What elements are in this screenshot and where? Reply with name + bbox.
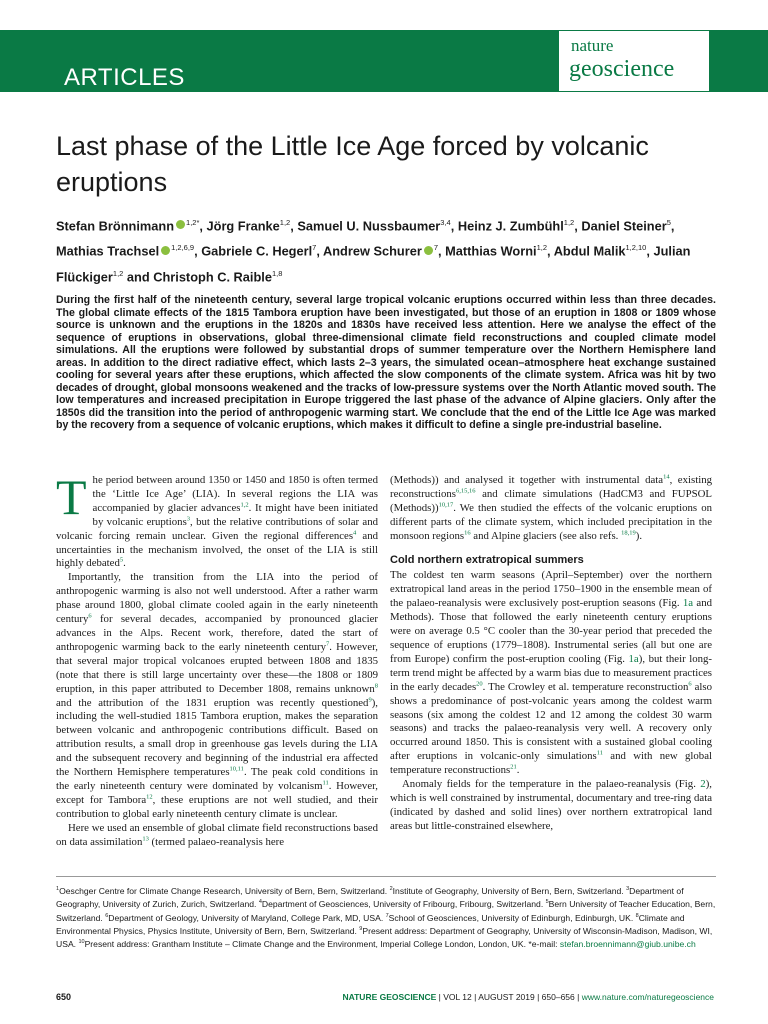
orcid-icon[interactable] (424, 246, 433, 255)
issue-info: | VOL 12 | AUGUST 2019 | 650–656 | (436, 992, 582, 1002)
doi-link[interactable]: https://doi.org/10.1038/s41561-019-0402-y (64, 96, 251, 107)
affiliation-number: 10 (78, 939, 85, 946)
citation-ref[interactable]: 18,19 (621, 529, 636, 537)
orcid-icon[interactable] (176, 220, 185, 229)
author-affiliation: 3,4 (440, 218, 451, 227)
affiliation-text: Institute of Geography, University of Bern, Bern, Switzerland. (392, 885, 627, 896)
logo-word-nature: nature (571, 36, 614, 55)
body-paragraph: Here we used an ensemble of global climate field reconstructions based on data assimilation$^{13}$ (termed palaeo-reanalysis here (56, 821, 378, 848)
article-title: Last phase of the Little Ice Age forced by volcanic eruptions (56, 131, 649, 197)
author-affiliation: 1,2 (536, 243, 548, 253)
affiliation-number: 3 (626, 886, 630, 892)
logo-word-geoscience: geoscience (569, 56, 675, 82)
email-label: *e-mail: (528, 939, 560, 950)
affiliation-text: Department of Geology, University of Maryland, College Park, MD, USA. (108, 912, 386, 923)
email-link[interactable]: stefan.broennimann@giub.unibe.ch (559, 939, 696, 950)
footnote-divider (56, 876, 716, 877)
author-affiliation: 1,2,10 (625, 243, 647, 253)
author-affiliation: 7 (433, 243, 438, 253)
body-paragraph: (Methods)) and analysed it together with instrumental data$^{14}$, existing reconstructions$^{6,15,16}$ and climate simulations (HadCM3 and FUPSOL (Methods))$^{10,17}$. We then studied the effects of the volcanic eruptions on different parts of the climate system, which included precipitation in the monsoon regions$^{16}$ and Alpine glaciers (see also refs. $^{18,19}$). (390, 473, 712, 542)
journal-footer (342, 992, 714, 1002)
author-name[interactable]: Mathias Trachsel (56, 243, 160, 259)
affiliation-number: 2 (389, 886, 393, 892)
body-paragraph: The coldest ten warm seasons (April–September) over the northern extratropical land areas in the period 1750–1900 in the ensemble mean of the palaeo-reanalysis were exclusively post-eruption seasons (Fig. 1a and Methods). Those that followed the early nineteenth century eruptions were on average 0.5 °C cooler than the 30-year period that preceded the sequence of eruptions (1779–1808). Instrumental series (all but one are from Europe) confirm the post-eruption cooling (Fig. 1a), but their long-term trend might be affected by a warm bias due to measurement practices in the early decades$^{20}$. The Crowley et al. temperature reconstruction$^6$ also shows a predominance of post-volcanic years among the coldest warm seasons (six among the coldest 12 and 12 among the coldest 30 warm seasons) and tracks the palaeo-reanalysis very well. A recovery only occurred around 1850. This is consistent with a sustained global cooling after eruptions in volcanic-only simulations$^{11}$ and with new global temperature reconstructions$^{21}$. (390, 569, 713, 777)
body-column-right (390, 474, 712, 834)
citation-ref[interactable]: 13 (142, 834, 149, 842)
citation-ref[interactable]: 6 (88, 612, 92, 620)
affiliation-text: Oeschger Centre for Climate Change Research, University of Bern, Bern, Switzerland. (59, 885, 390, 896)
body-paragraph: Importantly, the transition from the LIA into the period of anthropogenic warming is also not well understood. After a rather warm phase around 1800, global climate cooled again in the early nineteenth century$^6$ for several decades, accompanied by pronounced glacier advances in the Alps. Recent work, therefore, dated the start of anthropogenic warming back to the early nineteenth century$^7$. However, that several major tropical volcanoes erupted between 1808 and 1835 (note that there is still large uncertainty over these—the 1808 or 1809 eruption, in this paper attributed to December 1808, remains unknown$^8$ and the attribution of the 1831 eruption was recently questioned$^9$), including the well-studied 1815 Tambora eruption, makes the separation between volcanic and anthropogenic contributions difficult. Based on attribution results, a small drop in greenhouse gas levels during the LIA and the subsequent recovery and beginning of the industrial era affected the Northern Hemisphere temperatures$^{10,11}$. The peak cold conditions in the early nineteenth century were dominated by volcanism$^{11}$. However, except for Tambora$^{12}$, these eruptions are not well studied, and their contribution to global early nineteenth century climate is unclear. (56, 571, 379, 820)
citation-ref[interactable]: 4 (353, 529, 357, 537)
author-name[interactable]: Abdul Malik (553, 243, 626, 259)
author-name[interactable]: Samuel U. Nussbaumer (297, 218, 441, 234)
figure-ref[interactable]: 2 (700, 778, 706, 791)
citation-ref[interactable]: 14 (663, 473, 670, 481)
author-name[interactable]: Andrew Schurer (322, 243, 422, 259)
citation-ref[interactable]: 3 (186, 515, 191, 523)
author-affiliation: 1,8 (271, 268, 283, 278)
affiliation-number: 9 (359, 926, 363, 933)
citation-ref[interactable]: 7 (326, 640, 330, 648)
page-number: 650 (56, 992, 72, 1002)
figure-ref[interactable]: 1a (628, 652, 639, 665)
journal-logo (558, 30, 710, 92)
citation-ref[interactable]: 11 (322, 779, 329, 787)
affiliation-text: Department of Geosciences, University of Fribourg, Fribourg, Switzerland. (261, 899, 546, 910)
affiliation-number: 6 (105, 912, 109, 919)
citation-ref[interactable]: 6 (688, 680, 692, 688)
journal-url[interactable]: www.nature.com/naturegeoscience (581, 992, 714, 1002)
author-affiliation: 7 (312, 243, 317, 253)
body-paragraph: The period between around 1350 or 1450 and 1850 is often termed the ‘Little Ice Age’ (LIA). In several regions the LIA was accompanied by glacier advances$^{1,2}$. It might have been initiated by volcanic eruptions$^3$, but the relative contributions of solar and volcanic forcing remain unclear. Given the regional differences$^4$ and uncertainties in the mechanism involved, the onset of the LIA is still highly debated$^5$. (56, 469, 379, 570)
affiliations (56, 884, 716, 951)
author-affiliation: 1,2* (186, 218, 200, 227)
author-name[interactable]: Christoph C. Raible (153, 268, 272, 284)
affiliation-text: Climate and Environmental Physics, Physics Institute, University of Bern, Bern, Switzerland. (56, 912, 685, 936)
author-name[interactable]: Heinz J. Zumbühl (457, 218, 564, 234)
affiliation-text: Present address: Department of Geography, University of Wisconsin-Madison, Madison, WI, USA. (56, 925, 713, 950)
affiliation-text: Present address: Grantham Institute – Climate Change and the Environment, Imperial College London, London, UK. (84, 939, 529, 950)
author-name[interactable]: Gabriele C. Hegerl (201, 243, 313, 259)
orcid-icon[interactable] (161, 246, 170, 255)
journal-name: NATURE GEOSCIENCE (342, 992, 437, 1002)
citation-ref[interactable]: 9 (368, 695, 372, 703)
affiliation-text: Department of Geography, University of Zurich, Zurich, Switzerland. (56, 885, 684, 910)
author-name[interactable]: Matthias Worni (445, 243, 537, 259)
citation-ref[interactable]: 16 (464, 529, 471, 537)
figure-ref[interactable]: 1a (682, 597, 694, 610)
author-name[interactable]: Daniel Steiner (581, 218, 667, 234)
citation-ref[interactable]: 20 (476, 680, 483, 688)
body-paragraph: Anomaly fields for the temperature in the palaeo-reanalysis (Fig. 2), which is well constrained by instrumental, documentary and tree-ring data (indicated by dashed and solid lines) over northern extratropical land areas but little-constrained elsewhere, (390, 778, 712, 832)
citation-ref[interactable]: 1,2 (240, 501, 249, 509)
affiliation-number: 1 (56, 886, 60, 892)
citation-ref[interactable]: 6,15,16 (455, 487, 476, 495)
citation-ref[interactable]: 8 (374, 682, 378, 689)
body-column-left (56, 469, 379, 849)
affiliation-number: 8 (635, 912, 639, 919)
affiliation-text: School of Geosciences, University of Edinburgh, Edinburgh, UK. (388, 912, 636, 923)
author-list: Stefan Brönnimann $^{1,2*}$, Jörg Franke$^{1,2}$, Samuel U. Nussbaumer$^{3,4}$, Heinz J. Zumbühl$^{1,2}$, Daniel Steiner$^5$, Mathias Trachsel $^{1,2,6,9}$, Gabriele C. Hegerl$^7$, Andrew Schurer $^7$, Matthias Worni$^{1,2}$, Abdul Malik$^{1,2,10}$, Julian Flückiger$^{1,2}$ and Christoph C. Raible$^{1,8}$ (56, 218, 691, 284)
author-affiliation: 1,2 (563, 218, 575, 227)
citation-ref[interactable]: 10,17 (438, 501, 454, 509)
citation-ref[interactable]: 12 (146, 793, 153, 801)
citation-ref[interactable]: 10,11 (229, 765, 244, 773)
section-heading: Cold northern extratropical summers (390, 553, 584, 566)
author-name[interactable]: Julian Flückiger (56, 243, 691, 284)
affiliation-number: 7 (385, 912, 389, 919)
author-affiliation: 1,2 (112, 268, 124, 278)
citation-ref[interactable]: 21 (510, 763, 517, 771)
abstract: During the first half of the nineteenth century, several large tropical volcanic eruptions occurred within less than three decades. The global climate effects of the 1815 Tambora eruption have been investigated, but those of an eruption in 1808 or 1809 whose source is unknown and the eruptions in the 1820s and 1830s have received less attention. Here we analyse the effect of the sequence of eruptions in observations, global three-dimensional climate field reconstructions and coupled climate model simulations. All the eruptions were followed by substantial drops of summer temperature over the Northern Hemisphere land areas. In addition to the direct radiative effect, which lasts 2–3 years, the simulated ocean–atmosphere heat exchange sustained cooling for several years after these eruptions, which affected the slow components of the climate system. Africa was hit by two decades of drought, global monsoons weakened and the tracks of low-pressure systems over the North Atlantic moved south. The low temperatures and increased precipitation in Europe triggered the last phase of the advance of Alpine glaciers. Only after the 1850s did the transition into the period of anthropogenic warming start. We conclude that the end of the Little Ice Age was marked by the recovery from a sequence of volcanic eruptions, which makes it difficult to define a single pre-industrial baseline. (56, 294, 716, 431)
author-name[interactable]: Jörg Franke (206, 218, 280, 234)
affiliation-number: 4 (258, 899, 262, 906)
author-affiliation: 1,2 (279, 218, 291, 227)
author-affiliation: 5 (666, 218, 671, 227)
author-name[interactable]: Stefan Brönnimann (56, 218, 175, 234)
section-label: ARTICLES (64, 64, 185, 91)
drop-cap: T (56, 469, 87, 525)
affiliation-number: 5 (545, 899, 549, 906)
author-affiliation: 1,2,6,9 (171, 243, 195, 253)
citation-ref[interactable]: 5 (119, 556, 124, 564)
affiliation-text: Bern University of Teacher Education, Bern, Switzerland. (56, 899, 716, 923)
citation-ref[interactable]: 11 (596, 749, 603, 757)
